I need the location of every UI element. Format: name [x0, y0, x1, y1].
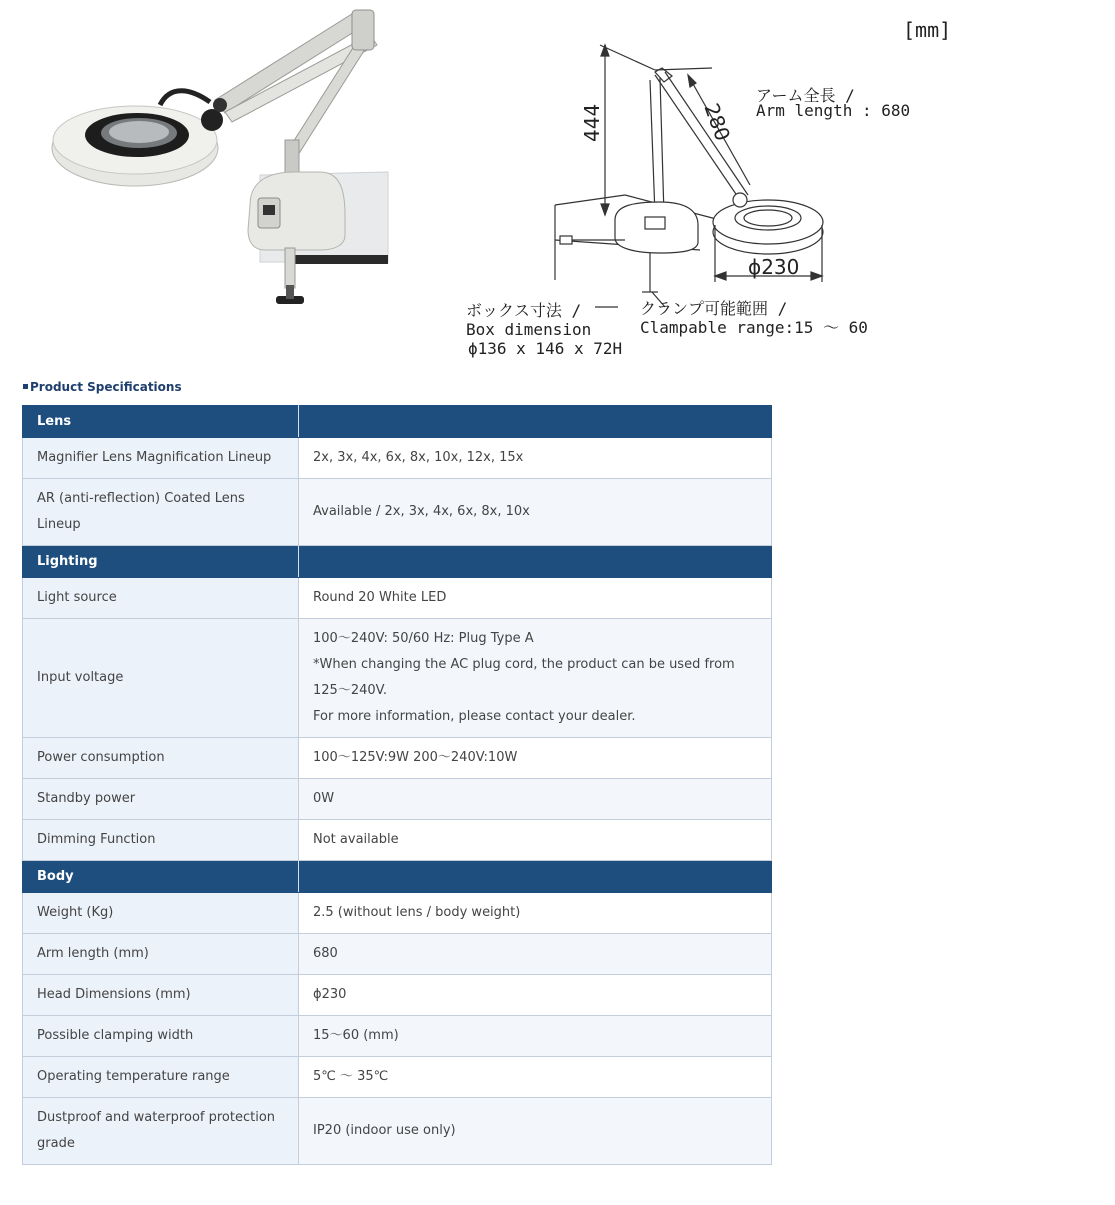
product-photo [40, 0, 400, 330]
clamp-range-label-jp: クランプ可能範囲 / [640, 299, 788, 318]
spec-value [299, 578, 772, 619]
group-header-row [23, 546, 772, 578]
spec-value-line: 0W [313, 791, 335, 806]
table-row [23, 1016, 772, 1057]
height-dimension: 444 [580, 103, 604, 142]
spec-label: Dimming Function [23, 820, 299, 861]
spec-value-line: 5℃ ～ 35℃ [313, 1069, 389, 1084]
clamp-range-label-en: Clampable range:15 ～ 60 [640, 318, 868, 337]
spec-value-line: 100～240V: 50/60 Hz: Plug Type A [313, 631, 534, 646]
spec-value-line: ϕ230 [313, 987, 347, 1002]
group-header-title: Body [23, 861, 299, 893]
spec-value [299, 438, 772, 479]
spec-label: Magnifier Lens Magnification Lineup [23, 438, 299, 479]
table-row [23, 438, 772, 479]
spec-label: Arm length (mm) [23, 934, 299, 975]
group-header-title: Lighting [23, 546, 299, 578]
spec-value-line: 2x, 3x, 4x, 6x, 8x, 10x, 12x, 15x [313, 450, 524, 465]
table-row [23, 1098, 772, 1165]
spec-value [299, 934, 772, 975]
group-header-title: Lens [23, 406, 299, 438]
square-bullet-icon [23, 384, 28, 389]
spec-value-line: Round 20 White LED [313, 590, 447, 605]
spec-value-line: For more information, please contact your dealer. [313, 709, 636, 724]
spec-label: Operating temperature range [23, 1057, 299, 1098]
spec-value-line: *When changing the AC plug cord, the product can be used from 125～240V. [313, 657, 735, 698]
spec-value [299, 779, 772, 820]
spec-label: Standby power [23, 779, 299, 820]
spec-value-line: 680 [313, 946, 338, 961]
table-row [23, 578, 772, 619]
table-row [23, 619, 772, 738]
table-row [23, 479, 772, 546]
spec-table [22, 405, 772, 1165]
table-row [23, 779, 772, 820]
spec-value-line: Not available [313, 832, 399, 847]
spec-value-line: 100～125V:9W 200～240V:10W [313, 750, 518, 765]
spec-label: AR (anti-reflection) Coated Lens Lineup [23, 479, 299, 546]
table-row [23, 893, 772, 934]
spec-value-line: 2.5 (without lens / body weight) [313, 905, 521, 920]
spec-label: Light source [23, 578, 299, 619]
spec-value [299, 893, 772, 934]
section-title [23, 380, 182, 394]
arm-length-label-jp: アーム全長 / [756, 86, 855, 105]
box-dimension-size: ϕ136 x 146 x 72H [468, 339, 623, 358]
spec-value [299, 1016, 772, 1057]
spec-value-line: Available / 2x, 3x, 4x, 6x, 8x, 10x [313, 504, 530, 519]
spec-value [299, 619, 772, 738]
table-row [23, 820, 772, 861]
spec-label: Possible clamping width [23, 1016, 299, 1057]
spec-label: Weight (Kg) [23, 893, 299, 934]
group-header-row [23, 406, 772, 438]
spec-table-body [23, 406, 772, 1165]
table-row [23, 975, 772, 1016]
box-dimension-label-en: Box dimension [466, 320, 592, 339]
spec-value-line: 15～60 (mm) [313, 1028, 399, 1043]
spec-label: Power consumption [23, 738, 299, 779]
table-row [23, 1057, 772, 1098]
group-header-filler [299, 546, 772, 578]
spec-value [299, 738, 772, 779]
spec-value [299, 1057, 772, 1098]
spec-value [299, 975, 772, 1016]
group-header-filler [299, 861, 772, 893]
unit-label: [mm] [903, 18, 952, 42]
spec-value [299, 479, 772, 546]
group-header-row [23, 861, 772, 893]
arm-length-label-en: Arm length : 680 [756, 101, 911, 120]
spec-label: Dustproof and waterproof protection grade [23, 1098, 299, 1165]
spec-label: Input voltage [23, 619, 299, 738]
head-diameter-dimension: ϕ230 [748, 255, 800, 279]
spec-label: Head Dimensions (mm) [23, 975, 299, 1016]
spec-value [299, 1098, 772, 1165]
table-row [23, 934, 772, 975]
box-dimension-label-jp: ボックス寸法 / [466, 301, 582, 320]
arm-segment-dimension: 280 [699, 100, 736, 145]
table-row [23, 738, 772, 779]
spec-value [299, 820, 772, 861]
spec-value-line: IP20 (indoor use only) [313, 1123, 456, 1138]
section-title-text: Product Specifications [30, 380, 182, 394]
group-header-filler [299, 406, 772, 438]
